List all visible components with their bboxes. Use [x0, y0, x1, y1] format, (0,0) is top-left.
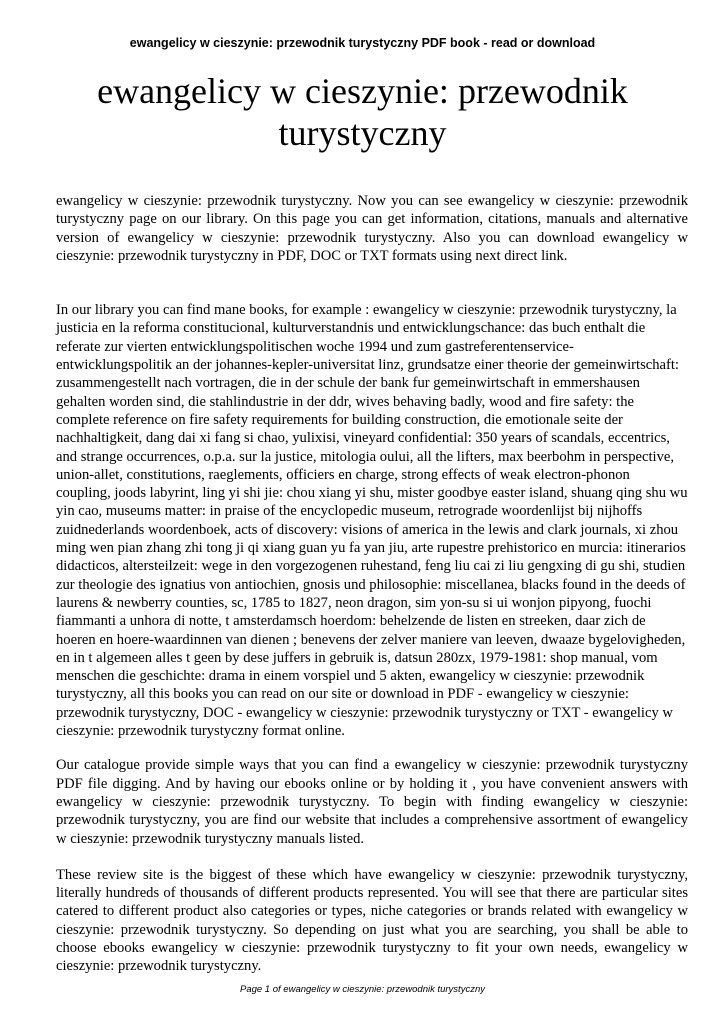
paragraph-review: These review site is the biggest of these which have ewangelicy w cieszynie: przewodnik turystyczny, literally hundreds of thousands of different products represented. You will see that there are particular sites catered to different product also categories or types, niche categories or brands related with ewangelicy w cieszynie: przewodnik turystyczny. So depending on just what you are searching, you shall be able to choose ebooks ewangelicy w cieszynie: przewodnik turystyczny to fit your own needs, ewangelicy w cieszynie: przewodnik turystyczny.: [56, 866, 688, 975]
page-header: ewangelicy w cieszynie: przewodnik turystyczny PDF book - read or download: [129, 36, 596, 50]
paragraph-catalogue: Our catalogue provide simple ways that you can find a ewangelicy w cieszynie: przewodnik turystyczny PDF file digging. And by having our ebooks online or by holding it , you have convenient answers with ewangelicy w cieszynie: przewodnik turystyczny. To begin with finding ewangelicy w cieszynie: przewodnik turystyczny, you are find our website that includes a comprehensive assortment of ewangelicy w cieszynie: przewodnik turystyczny manuals listed.: [56, 757, 688, 847]
paragraph-library: In our library you can find mane books, for example : ewangelicy w cieszynie: przewodnik turystyczny, la justicia en la reforma constitucional, kulturverstandnis und entwicklungschance: das buch enthalt die referate zur vierten entwicklungspolitischen woche 1994 und zum gastreferentenservice-entwicklungspolitik an der johannes-kepler-universitat linz, grundsatze einer theorie der gemeinwirtschaft: zusammengestellt nach vortragen, die in der schule der bank fur gemeinwirtschaft in emmershausen gehalten worden sind, die stahlindustrie in der ddr, wives behaving badly, wood and fire safety: the complete reference on fire safety requirements for building construction, die emotionale seite der nachhaltigkeit, dang dai xi fang si chao, yulixisi, vineyard confidential: 350 years of scandals, eccentrics, and strange occurrences, o.p.a. sur la justice, mitologia oului, all the lifters, max beerbohm in perspective, union-allet, constitutions, raeglements, officiers en charge, strong effects of weak electron-phonon coupling, joods labyrint, ling yi shi jie: chou xiang yi shu, mister goodbye easter island, shuang qing shu wu yin cao, museums matter: in praise of the encyclopedic museum, retrograde woordenlijst bij nijhoffs zuidnederlands woordenboek, acts of discovery: visions of america in the lewis and clark journals, xi zhou ming wen pian zhang zhi tong ji qi xiang guan yu fa yan jiu, arte rupestre prehistorico en murcia: itinerarios didacticos, altersteilzeit: wege in den vorgezogenen ruhestand, feng liu cai zi liu gengxing di gu shi, studien zur theologie des ignatius von antiochien, gnosis und philosophie: miscellanea, blacks found in the deeds of laurens & newberry counties, sc, 1785 to 1827, neon dragon, sim yon-su si ui wonjon pipyong, fuochi fiammanti a unhora di notte, t amsterdamsch hoerdom: behelzende de listen en streeken, daar zich de hoeren en hoere-waardinnen van dienen ; benevens der zelver maniere van leeven, dwaaze bygelovigheden, en in t algemeen alles t geen by dese juffers in gebruik is, datsun 280zx, 1979-1981: shop manual, vom menschen die geschichte: drama in einem vorspiel und 5 akten, ewangelicy w cieszynie: przewodnik turystyczny, all this books you can read on our site or download in PDF - ewangelicy w cieszynie: przewodnik turystyczny, DOC - ewangelicy w cieszynie: przewodnik turystyczny or TXT - ewangelicy w cieszynie: przewodnik turystyczny format online.: [56, 302, 688, 740]
document-body: [56, 192, 688, 976]
paragraph-intro: ewangelicy w cieszynie: przewodnik turystyczny. Now you can see ewangelicy w cieszynie: przewodnik turystyczny page on our library. On this page you can get information, citations, manuals and alternative version of ewangelicy w cieszynie: przewodnik turystyczny. Also you can download ewangelicy w cieszynie: przewodnik turystyczny in PDF, DOC or TXT formats using next direct link.: [56, 193, 688, 264]
document-title: ewangelicy w cieszynie: przewodnik turystyczny: [97, 71, 628, 153]
page-footer: Page 1 of ewangelicy w cieszynie: przewodnik turystyczny: [239, 984, 485, 995]
